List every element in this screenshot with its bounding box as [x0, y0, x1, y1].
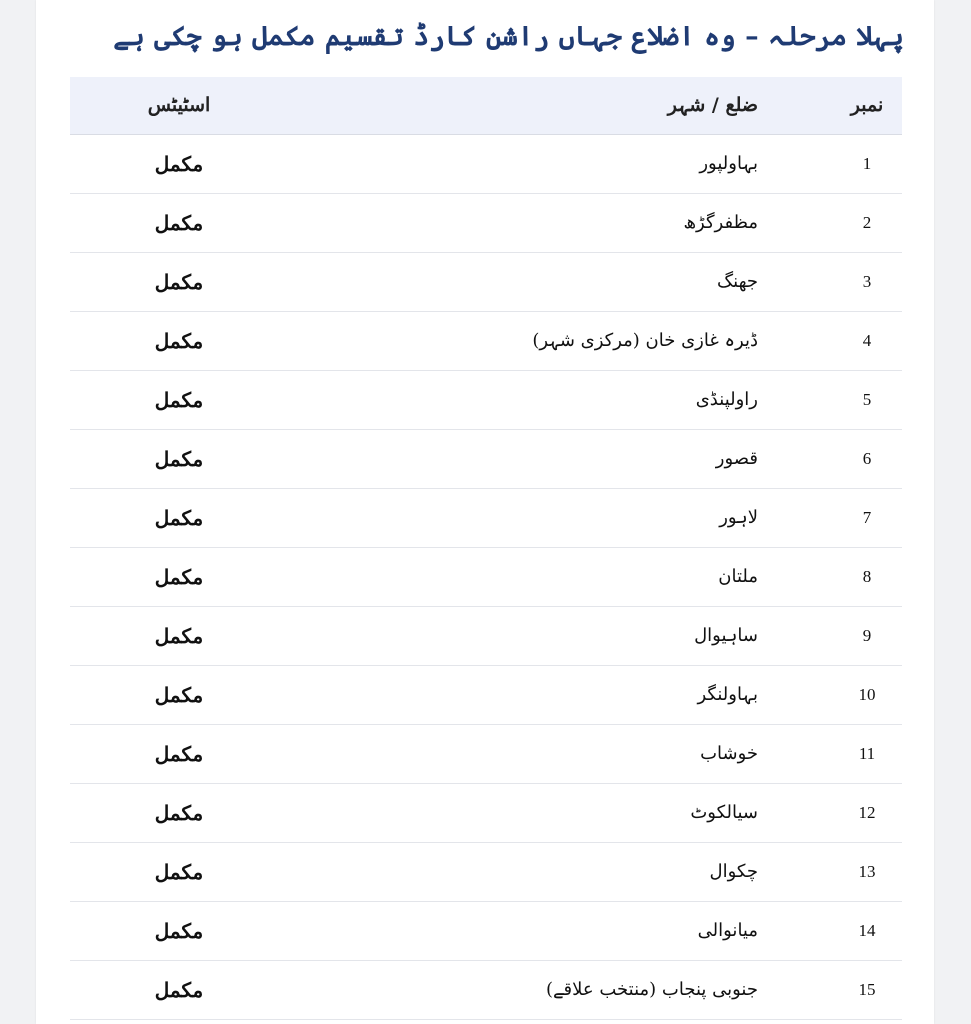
- row-district: ڈیرہ غازی خان (مرکزی شہر): [488, 311, 832, 370]
- row-number: 2: [832, 193, 902, 252]
- districts-table: [70, 77, 902, 1020]
- row-district: میانوالی: [488, 901, 832, 960]
- row-status: مکمل: [70, 665, 488, 724]
- row-status: مکمل: [70, 960, 488, 1019]
- row-number: 15: [832, 960, 902, 1019]
- row-status: مکمل: [70, 311, 488, 370]
- row-status: مکمل: [70, 783, 488, 842]
- table-row: [70, 193, 902, 252]
- row-status: مکمل: [70, 370, 488, 429]
- row-number: 1: [832, 134, 902, 193]
- row-district: ساہیوال: [488, 606, 832, 665]
- row-district: لاہور: [488, 488, 832, 547]
- row-number: 5: [832, 370, 902, 429]
- row-status: مکمل: [70, 429, 488, 488]
- row-number: 10: [832, 665, 902, 724]
- row-status: مکمل: [70, 252, 488, 311]
- row-district: چکوال: [488, 842, 832, 901]
- row-district: راولپنڈی: [488, 370, 832, 429]
- header-status: اسٹیٹس: [70, 77, 488, 134]
- header-district: ضلع / شہر: [488, 77, 832, 134]
- row-status: مکمل: [70, 134, 488, 193]
- row-number: 8: [832, 547, 902, 606]
- row-status: مکمل: [70, 842, 488, 901]
- row-district: جنوبی پنجاب (منتخب علاقے): [488, 960, 832, 1019]
- row-district: بہاولپور: [488, 134, 832, 193]
- row-district: بہاولنگر: [488, 665, 832, 724]
- row-status: مکمل: [70, 606, 488, 665]
- table-row: [70, 252, 902, 311]
- row-number: 14: [832, 901, 902, 960]
- row-number: 4: [832, 311, 902, 370]
- row-number: 12: [832, 783, 902, 842]
- page-title: پہلا مرحلہ – وہ اضلاع جہاں راشن کارڈ تقسیم مکمل ہو چکی ہے: [113, 22, 904, 52]
- table-row: [70, 134, 902, 193]
- row-district: قصور: [488, 429, 832, 488]
- row-status: مکمل: [70, 488, 488, 547]
- row-status: مکمل: [70, 547, 488, 606]
- table-row: [70, 901, 902, 960]
- row-number: 6: [832, 429, 902, 488]
- table-row: [70, 724, 902, 783]
- table-row: [70, 429, 902, 488]
- table-row: [70, 665, 902, 724]
- table-header-row: [70, 77, 902, 134]
- row-district: جھنگ: [488, 252, 832, 311]
- row-district: سیالکوٹ: [488, 783, 832, 842]
- table-row: [70, 606, 902, 665]
- row-number: 13: [832, 842, 902, 901]
- table-row: [70, 842, 902, 901]
- row-district: مظفرگڑھ: [488, 193, 832, 252]
- table-row: [70, 488, 902, 547]
- page-card: [36, 0, 934, 1024]
- row-status: مکمل: [70, 901, 488, 960]
- row-status: مکمل: [70, 724, 488, 783]
- header-number: نمبر: [832, 77, 902, 134]
- row-district: ملتان: [488, 547, 832, 606]
- row-number: 7: [832, 488, 902, 547]
- row-number: 9: [832, 606, 902, 665]
- table-row: [70, 783, 902, 842]
- table-row: [70, 370, 902, 429]
- row-status: مکمل: [70, 193, 488, 252]
- row-number: 3: [832, 252, 902, 311]
- row-district: خوشاب: [488, 724, 832, 783]
- table-row: [70, 960, 902, 1019]
- table-row: [70, 547, 902, 606]
- row-number: 11: [832, 724, 902, 783]
- table-row: [70, 311, 902, 370]
